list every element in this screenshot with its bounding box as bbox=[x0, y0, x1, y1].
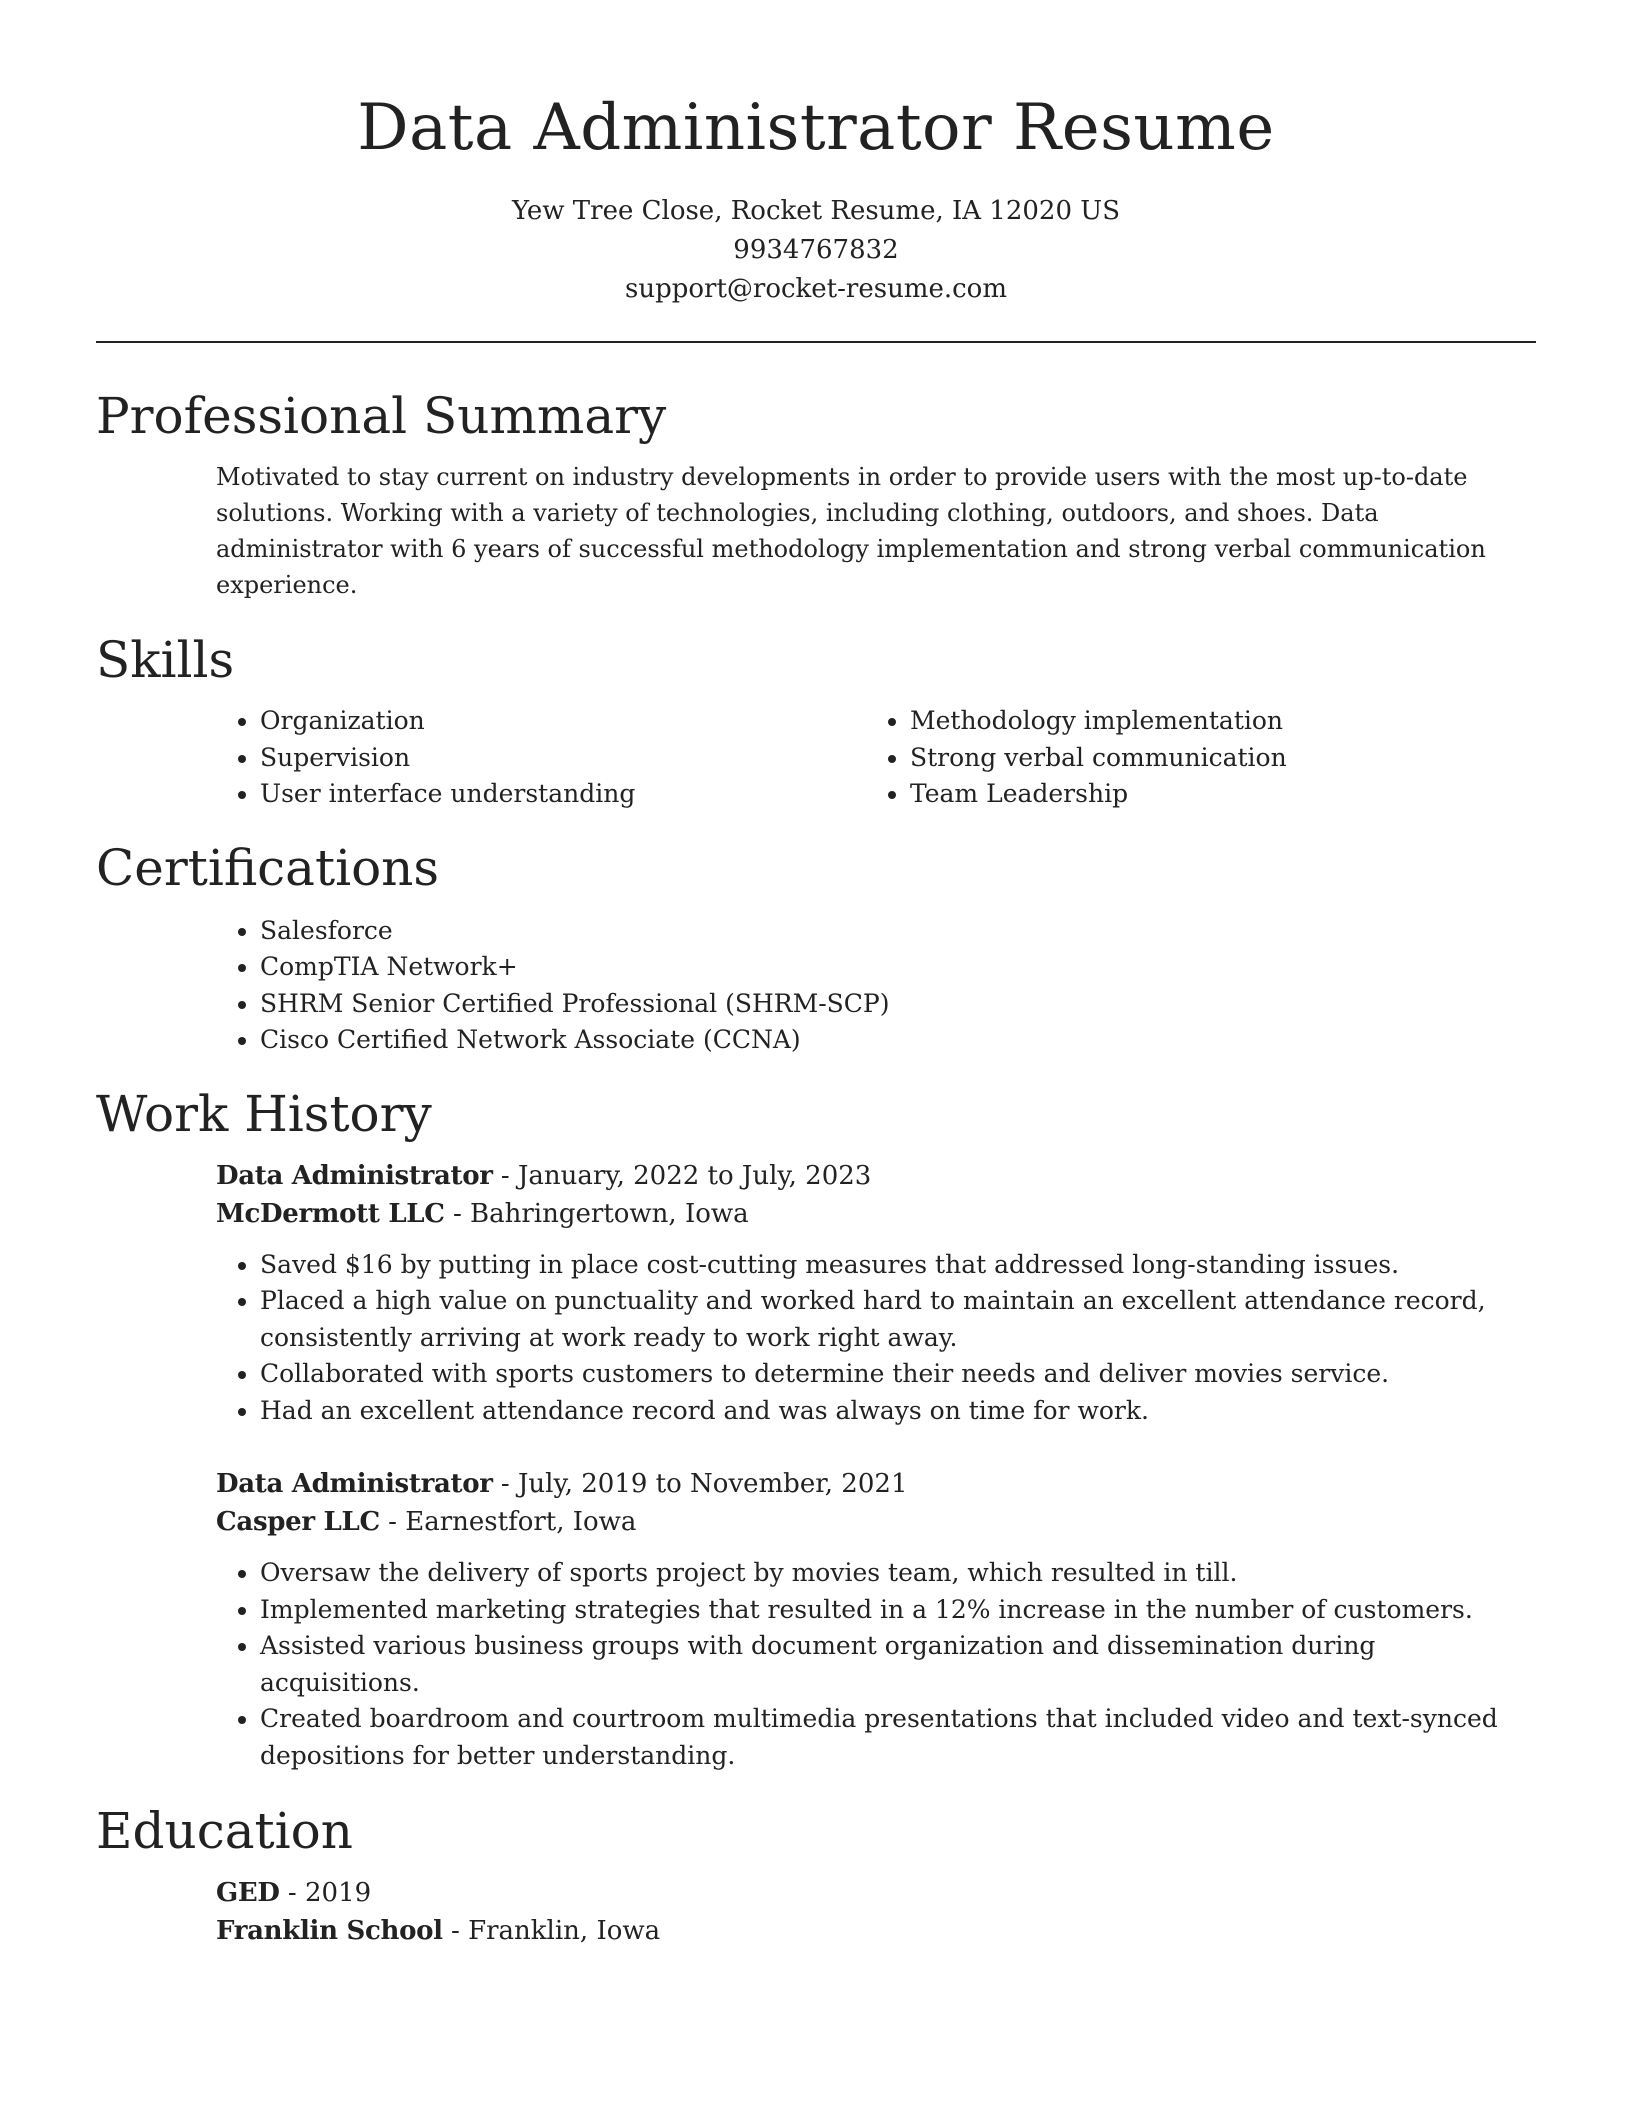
contact-address: Yew Tree Close, Rocket Resume, IA 12020 US bbox=[511, 196, 1121, 226]
skill-item: • Supervision bbox=[260, 740, 866, 777]
job-title: Data Administrator bbox=[216, 1160, 493, 1191]
job-company: McDermott LLC bbox=[216, 1198, 445, 1229]
skills-list-right bbox=[866, 703, 1516, 813]
summary-heading: Professional Summary bbox=[96, 387, 667, 445]
certification-item: • CompTIA Network+ bbox=[260, 949, 1536, 986]
resume-header bbox=[96, 0, 1536, 309]
job-bullet: • Had an excellent attendance record and was always on time for work. bbox=[260, 1393, 1536, 1430]
education-degree-line bbox=[216, 1874, 1536, 1912]
skills-section bbox=[96, 627, 1536, 813]
contact-phone: 9934767832 bbox=[733, 235, 899, 265]
job-bullet: • Oversaw the delivery of sports project by movies team, which resulted in till. bbox=[260, 1555, 1536, 1592]
skills-heading: Skills bbox=[96, 631, 235, 689]
resume-title: Data Administrator Resume bbox=[357, 91, 1275, 165]
job-company: Casper LLC bbox=[216, 1507, 380, 1537]
job-title: Data Administrator bbox=[216, 1469, 493, 1499]
job-bullets bbox=[216, 1555, 1536, 1774]
skill-item: • Team Leadership bbox=[910, 776, 1516, 813]
job-location: Bahringertown, Iowa bbox=[470, 1198, 749, 1229]
certification-item: • Salesforce bbox=[260, 913, 1536, 950]
certifications-section bbox=[96, 835, 1536, 1059]
skill-item: • User interface understanding bbox=[260, 776, 866, 813]
separator: - bbox=[279, 1878, 305, 1908]
education-section bbox=[96, 1798, 1536, 1950]
certifications-list bbox=[216, 913, 1536, 1059]
separator: - bbox=[444, 1198, 471, 1229]
skills-column-right bbox=[866, 703, 1516, 813]
job-entry bbox=[216, 1157, 1536, 1430]
job-entry bbox=[216, 1465, 1536, 1774]
education-year: 2019 bbox=[305, 1878, 372, 1908]
resume-page bbox=[96, 0, 1536, 1950]
summary-text: Motivated to stay current on industry developments in order to provide users with the most up-to-date solutions. Working with a variety of technologies, including clothing, outdoors, and shoes. Data administrator with 6 years of successful methodology implementation and strong verbal communication experience. bbox=[216, 463, 1486, 599]
job-location: Earnestfort, Iowa bbox=[405, 1507, 637, 1537]
education-school: Franklin School bbox=[216, 1916, 443, 1946]
certification-item: • SHRM Senior Certified Professional (SHRM-SCP) bbox=[260, 986, 1536, 1023]
job-bullet: • Assisted various business groups with document organization and dissemination during acquisitions. bbox=[260, 1628, 1536, 1701]
education-school-line bbox=[216, 1912, 1536, 1950]
separator: - bbox=[442, 1916, 469, 1946]
header-divider bbox=[96, 341, 1536, 343]
job-company-line bbox=[216, 1195, 1536, 1233]
education-entry bbox=[216, 1874, 1536, 1950]
job-bullet: • Placed a high value on punctuality and worked hard to maintain an excellent attendance record, consistently arriving at work ready to work right away. bbox=[260, 1283, 1536, 1356]
contact-block bbox=[96, 192, 1536, 309]
job-dates: January, 2022 to July, 2023 bbox=[518, 1160, 872, 1191]
separator: - bbox=[492, 1160, 518, 1191]
job-bullet: • Created boardroom and courtroom multimedia presentations that included video and text-synced depositions for better understanding. bbox=[260, 1701, 1536, 1774]
skills-list-left bbox=[216, 703, 866, 813]
education-location: Franklin, Iowa bbox=[468, 1916, 661, 1946]
work-history-heading: Work History bbox=[96, 1084, 432, 1143]
job-bullet: • Collaborated with sports customers to determine their needs and deliver movies service. bbox=[260, 1356, 1536, 1393]
skill-item: • Strong verbal communication bbox=[910, 740, 1516, 777]
job-title-line bbox=[216, 1157, 1536, 1195]
certification-item: • Cisco Certified Network Associate (CCNA) bbox=[260, 1022, 1536, 1059]
job-dates: July, 2019 to November, 2021 bbox=[518, 1469, 908, 1499]
job-bullet: • Saved $16 by putting in place cost-cutting measures that addressed long-standing issues. bbox=[260, 1247, 1536, 1284]
job-bullet: • Implemented marketing strategies that resulted in a 12% increase in the number of customers. bbox=[260, 1592, 1536, 1629]
contact-email: support@rocket-resume.com bbox=[624, 274, 1007, 304]
summary-section bbox=[96, 383, 1536, 603]
separator: - bbox=[492, 1469, 518, 1499]
job-title-line bbox=[216, 1465, 1536, 1503]
education-degree: GED bbox=[216, 1878, 280, 1908]
education-heading: Education bbox=[96, 1802, 353, 1860]
separator: - bbox=[379, 1507, 406, 1537]
job-company-line bbox=[216, 1503, 1536, 1541]
skill-item: • Organization bbox=[260, 703, 866, 740]
certifications-heading: Certifications bbox=[96, 838, 440, 897]
skills-grid bbox=[216, 703, 1536, 813]
skills-column-left bbox=[216, 703, 866, 813]
job-bullets bbox=[216, 1247, 1536, 1430]
skill-item: • Methodology implementation bbox=[910, 703, 1516, 740]
work-history-section bbox=[96, 1081, 1536, 1775]
